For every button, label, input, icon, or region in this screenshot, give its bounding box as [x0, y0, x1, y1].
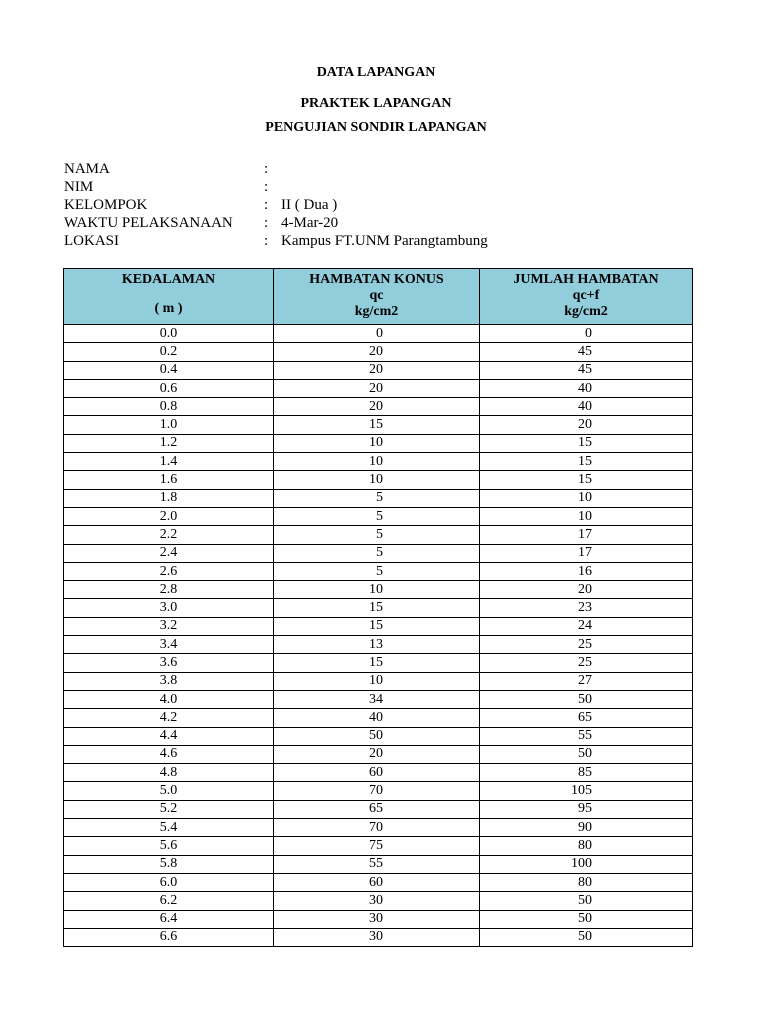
cell-jumlah-hambatan: 80: [480, 873, 693, 891]
cell-jumlah-hambatan: 40: [480, 398, 693, 416]
table-row: [64, 764, 693, 782]
table-row: [64, 690, 693, 708]
cell-kedalaman: 2.4: [64, 544, 274, 562]
table-row: [64, 416, 693, 434]
cell-jumlah-hambatan: 65: [480, 709, 693, 727]
cell-kedalaman: 4.0: [64, 690, 274, 708]
cell-hambatan-konus: 50: [274, 727, 480, 745]
cell-hambatan-konus: 20: [274, 379, 480, 397]
cell-kedalaman: 0.6: [64, 379, 274, 397]
header-line: kg/cm2: [354, 304, 399, 319]
cell-kedalaman: 3.2: [64, 617, 274, 635]
table-row: [64, 910, 693, 928]
cell-jumlah-hambatan: 90: [480, 819, 693, 837]
meta-value: 4-Mar-20: [281, 215, 339, 231]
cell-jumlah-hambatan: 15: [480, 453, 693, 471]
cell-hambatan-konus: 15: [274, 599, 480, 617]
cell-kedalaman: 3.0: [64, 599, 274, 617]
table-row: [64, 562, 693, 580]
cell-hambatan-konus: 5: [274, 544, 480, 562]
table-row: [64, 489, 693, 507]
cell-hambatan-konus: 10: [274, 581, 480, 599]
cell-hambatan-konus: 5: [274, 489, 480, 507]
cell-jumlah-hambatan: 100: [480, 855, 693, 873]
cell-hambatan-konus: 65: [274, 800, 480, 818]
meta-colon: :: [264, 233, 269, 249]
cell-jumlah-hambatan: 50: [480, 690, 693, 708]
cell-kedalaman: 1.0: [64, 416, 274, 434]
cell-kedalaman: 3.6: [64, 654, 274, 672]
cell-jumlah-hambatan: 27: [480, 672, 693, 690]
meta-row-waktu: [64, 214, 488, 232]
meta-row-kelompok: [64, 196, 488, 214]
cell-jumlah-hambatan: 45: [480, 361, 693, 379]
header-jumlah-hambatan: [480, 269, 693, 325]
table-row: [64, 398, 693, 416]
table-row: [64, 617, 693, 635]
cell-kedalaman: 1.6: [64, 471, 274, 489]
table-row: [64, 928, 693, 946]
header-kedalaman: [64, 269, 274, 325]
meta-row-nama: [64, 160, 488, 178]
table-row: [64, 855, 693, 873]
cell-jumlah-hambatan: 20: [480, 416, 693, 434]
cell-jumlah-hambatan: 95: [480, 800, 693, 818]
meta-row-nim: [64, 178, 488, 196]
cell-jumlah-hambatan: 50: [480, 910, 693, 928]
cell-hambatan-konus: 70: [274, 782, 480, 800]
header-line: qc: [369, 288, 384, 303]
table-row: [64, 544, 693, 562]
cell-kedalaman: 6.4: [64, 910, 274, 928]
meta-label: NIM: [64, 179, 94, 195]
cell-hambatan-konus: 13: [274, 636, 480, 654]
cell-kedalaman: 0.4: [64, 361, 274, 379]
table-row: [64, 727, 693, 745]
table-row: [64, 709, 693, 727]
cell-jumlah-hambatan: 10: [480, 489, 693, 507]
cell-hambatan-konus: 5: [274, 526, 480, 544]
header-line: qc+f: [572, 288, 600, 303]
table-row: [64, 361, 693, 379]
cell-hambatan-konus: 10: [274, 434, 480, 452]
cell-hambatan-konus: 15: [274, 617, 480, 635]
cell-kedalaman: 4.4: [64, 727, 274, 745]
header-line: kg/cm2: [564, 304, 608, 319]
cell-kedalaman: 6.0: [64, 873, 274, 891]
cell-jumlah-hambatan: 15: [480, 434, 693, 452]
meta-label: WAKTU PELAKSANAAN: [64, 215, 233, 231]
cell-kedalaman: 5.8: [64, 855, 274, 873]
header-hambatan-konus: [274, 269, 480, 325]
cell-jumlah-hambatan: 50: [480, 745, 693, 763]
table-row: [64, 453, 693, 471]
cell-jumlah-hambatan: 55: [480, 727, 693, 745]
table-row: [64, 800, 693, 818]
cell-jumlah-hambatan: 23: [480, 599, 693, 617]
cell-jumlah-hambatan: 0: [480, 325, 693, 343]
document-titles: [0, 64, 752, 136]
cell-hambatan-konus: 20: [274, 398, 480, 416]
meta-colon: :: [264, 215, 269, 231]
cell-hambatan-konus: 75: [274, 837, 480, 855]
cell-kedalaman: 1.2: [64, 434, 274, 452]
cell-jumlah-hambatan: 80: [480, 837, 693, 855]
cell-kedalaman: 0.2: [64, 343, 274, 361]
cell-kedalaman: 2.2: [64, 526, 274, 544]
sondir-data-table: [63, 268, 693, 947]
cell-kedalaman: 3.8: [64, 672, 274, 690]
cell-kedalaman: 5.0: [64, 782, 274, 800]
table-body: [64, 325, 693, 947]
cell-kedalaman: 4.8: [64, 764, 274, 782]
table-row: [64, 745, 693, 763]
cell-kedalaman: 0.8: [64, 398, 274, 416]
table-row: [64, 526, 693, 544]
table-row: [64, 892, 693, 910]
cell-hambatan-konus: 40: [274, 709, 480, 727]
cell-hambatan-konus: 10: [274, 672, 480, 690]
table-row: [64, 873, 693, 891]
cell-hambatan-konus: 55: [274, 855, 480, 873]
cell-hambatan-konus: 30: [274, 910, 480, 928]
cell-jumlah-hambatan: 50: [480, 892, 693, 910]
meta-colon: :: [264, 197, 269, 213]
cell-kedalaman: 5.4: [64, 819, 274, 837]
cell-jumlah-hambatan: 105: [480, 782, 693, 800]
cell-kedalaman: 1.4: [64, 453, 274, 471]
title-data-lapangan: DATA LAPANGAN: [316, 65, 436, 80]
cell-kedalaman: 2.8: [64, 581, 274, 599]
cell-hambatan-konus: 70: [274, 819, 480, 837]
title-praktek-lapangan: PRAKTEK LAPANGAN: [300, 96, 452, 111]
meta-row-lokasi: [64, 232, 488, 250]
meta-value: II ( Dua ): [281, 197, 338, 213]
cell-kedalaman: 2.6: [64, 562, 274, 580]
cell-hambatan-konus: 60: [274, 873, 480, 891]
header-line: HAMBATAN KONUS: [309, 272, 444, 287]
meta-colon: :: [264, 161, 269, 177]
table-row: [64, 325, 693, 343]
cell-hambatan-konus: 20: [274, 361, 480, 379]
cell-kedalaman: 5.2: [64, 800, 274, 818]
cell-kedalaman: 1.8: [64, 489, 274, 507]
cell-kedalaman: 2.0: [64, 507, 274, 525]
cell-hambatan-konus: 10: [274, 471, 480, 489]
cell-jumlah-hambatan: 20: [480, 581, 693, 599]
header-line: ( m ): [154, 301, 183, 316]
cell-jumlah-hambatan: 17: [480, 544, 693, 562]
cell-hambatan-konus: 34: [274, 690, 480, 708]
cell-hambatan-konus: 5: [274, 562, 480, 580]
cell-hambatan-konus: 15: [274, 416, 480, 434]
meta-colon: :: [264, 179, 269, 195]
table-row: [64, 599, 693, 617]
table-row: [64, 343, 693, 361]
cell-jumlah-hambatan: 17: [480, 526, 693, 544]
table-row: [64, 782, 693, 800]
table-row: [64, 434, 693, 452]
cell-hambatan-konus: 0: [274, 325, 480, 343]
cell-hambatan-konus: 30: [274, 928, 480, 946]
cell-jumlah-hambatan: 50: [480, 928, 693, 946]
table-row: [64, 636, 693, 654]
table-header-row: [64, 269, 693, 325]
title-pengujian-sondir: PENGUJIAN SONDIR LAPANGAN: [265, 120, 487, 135]
table-row: [64, 507, 693, 525]
cell-jumlah-hambatan: 16: [480, 562, 693, 580]
table-row: [64, 654, 693, 672]
cell-jumlah-hambatan: 10: [480, 507, 693, 525]
cell-jumlah-hambatan: 24: [480, 617, 693, 635]
cell-jumlah-hambatan: 15: [480, 471, 693, 489]
cell-kedalaman: 4.6: [64, 745, 274, 763]
cell-hambatan-konus: 20: [274, 745, 480, 763]
cell-jumlah-hambatan: 85: [480, 764, 693, 782]
table-row: [64, 837, 693, 855]
cell-jumlah-hambatan: 25: [480, 636, 693, 654]
cell-hambatan-konus: 15: [274, 654, 480, 672]
cell-kedalaman: 6.2: [64, 892, 274, 910]
table-row: [64, 471, 693, 489]
cell-jumlah-hambatan: 45: [480, 343, 693, 361]
table-row: [64, 581, 693, 599]
cell-hambatan-konus: 20: [274, 343, 480, 361]
cell-kedalaman: 5.6: [64, 837, 274, 855]
cell-kedalaman: 4.2: [64, 709, 274, 727]
meta-label: KELOMPOK: [64, 197, 148, 213]
cell-jumlah-hambatan: 25: [480, 654, 693, 672]
cell-hambatan-konus: 10: [274, 453, 480, 471]
cell-jumlah-hambatan: 40: [480, 379, 693, 397]
table-row: [64, 379, 693, 397]
meta-value: Kampus FT.UNM Parangtambung: [281, 233, 488, 249]
cell-hambatan-konus: 60: [274, 764, 480, 782]
cell-kedalaman: 6.6: [64, 928, 274, 946]
table-row: [64, 672, 693, 690]
meta-label: NAMA: [64, 161, 110, 177]
header-line: KEDALAMAN: [121, 272, 216, 287]
cell-kedalaman: 0.0: [64, 325, 274, 343]
cell-hambatan-konus: 5: [274, 507, 480, 525]
table-row: [64, 819, 693, 837]
cell-kedalaman: 3.4: [64, 636, 274, 654]
cell-hambatan-konus: 30: [274, 892, 480, 910]
header-line: JUMLAH HAMBATAN: [513, 272, 659, 287]
meta-label: LOKASI: [64, 233, 119, 249]
meta-info: [64, 160, 488, 250]
